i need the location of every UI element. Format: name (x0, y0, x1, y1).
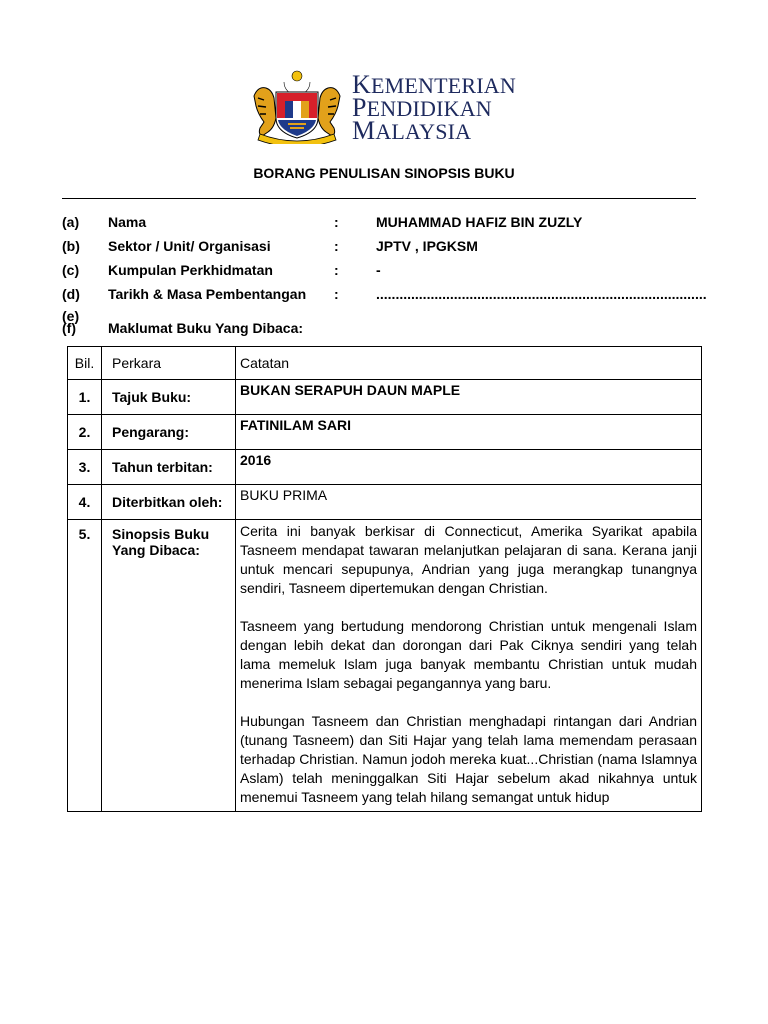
row-label: Sinopsis Buku Yang Dibaca: (102, 520, 236, 812)
ministry-name (352, 70, 516, 145)
field-letter: (b) (62, 238, 80, 254)
table-row (68, 450, 702, 485)
row-label: Pengarang: (102, 415, 236, 450)
row-label: Tahun terbitan: (102, 450, 236, 485)
field-letter: (c) (62, 262, 80, 278)
row-number: 1. (68, 380, 102, 415)
field-colon: : (334, 214, 339, 230)
row-note-publisher: BUKU PRIMA (236, 485, 702, 520)
field-letter: (f) (62, 320, 76, 336)
coat-of-arms-icon (250, 68, 344, 144)
synopsis-paragraph: Hubungan Tasneem dan Christian menghadapi rintangan dari Andrian (tunang Tasneem) dan Siti Hajar yang telah lama memendam perasaan terhadap Christian. Namun jodoh mereka kuat...Christian (nama Islamnya Aslam) telah meninggalkan Siti Hajar sebelum akad nikahnya untuk menemui Tasneem yang telah hilang semangat untuk hidup (240, 713, 697, 805)
field-value-tarikh: ..................................................................................... (376, 286, 707, 302)
field-row-tarikh (62, 286, 707, 310)
book-info-table (67, 346, 702, 812)
field-letter: (a) (62, 214, 80, 230)
row-label: Diterbitkan oleh: (102, 485, 236, 520)
field-row-sektor (62, 238, 702, 262)
table-row (68, 415, 702, 450)
table-row (68, 380, 702, 415)
table-header-row (68, 347, 702, 380)
divider (62, 198, 696, 199)
header-bil: Bil. (68, 347, 102, 380)
field-label: Maklumat Buku Yang Dibaca: (108, 320, 304, 336)
synopsis-paragraph: Cerita ini banyak berkisar di Connecticut, Amerika Syarikat apabila Tasneem mendapat tawaran melanjutkan pelajaran di sana. Kerana janji untuk mencari sepupunya, Andrian yang juga merangkap tunangnya sendiri, Tasneem dipertemukan dengan Christian. (240, 523, 697, 596)
field-row-nama (62, 214, 702, 238)
applicant-info (62, 214, 707, 340)
header-perkara: Perkara (102, 347, 236, 380)
row-note-year: 2016 (236, 450, 702, 485)
synopsis-text (236, 520, 702, 812)
field-colon: : (334, 238, 339, 254)
row-number: 2. (68, 415, 102, 450)
field-value-nama: MUHAMMAD HAFIZ BIN ZUZLY (376, 214, 583, 230)
field-colon: : (334, 286, 339, 302)
form-title: BORANG PENULISAN SINOPSIS BUKU (253, 165, 515, 181)
row-label: Tajuk Buku: (102, 380, 236, 415)
field-label: Sektor / Unit/ Organisasi (108, 238, 271, 254)
row-number: 3. (68, 450, 102, 485)
row-note-title: BUKAN SERAPUH DAUN MAPLE (236, 380, 702, 415)
field-row-maklumat (62, 320, 702, 340)
field-label: Tarikh & Masa Pembentangan (108, 286, 307, 302)
ministry-name-line1: KEMENTERIAN (352, 70, 516, 99)
field-value-sektor: JPTV , IPGKSM (376, 238, 478, 254)
ministry-header (250, 68, 530, 144)
field-row-kumpulan (62, 262, 702, 286)
field-letter: (d) (62, 286, 80, 302)
field-label: Nama (108, 214, 147, 230)
table-row (68, 520, 702, 812)
field-value-kumpulan: - (376, 262, 381, 278)
field-colon: : (334, 262, 339, 278)
row-number: 5. (68, 520, 102, 812)
ministry-name-line2: PENDIDIKAN (352, 93, 492, 122)
field-row-e (62, 308, 702, 324)
synopsis-paragraph: Tasneem yang bertudung mendorong Christian untuk mengenali Islam dengan lebih dekat dan dorongan dari Pak Ciknya sendiri yang telah lama memeluk Islam juga banyak membantu Christian untuk mudah menerima Islam sebagai pegangannya yang baru. (240, 618, 697, 691)
header-catatan: Catatan (236, 347, 702, 380)
row-note-author: FATINILAM SARI (236, 415, 702, 450)
ministry-name-line3: MALAYSIA (352, 116, 472, 145)
table-row (68, 485, 702, 520)
row-number: 4. (68, 485, 102, 520)
field-letter: (e) (62, 308, 80, 324)
field-label: Kumpulan Perkhidmatan (108, 262, 273, 278)
